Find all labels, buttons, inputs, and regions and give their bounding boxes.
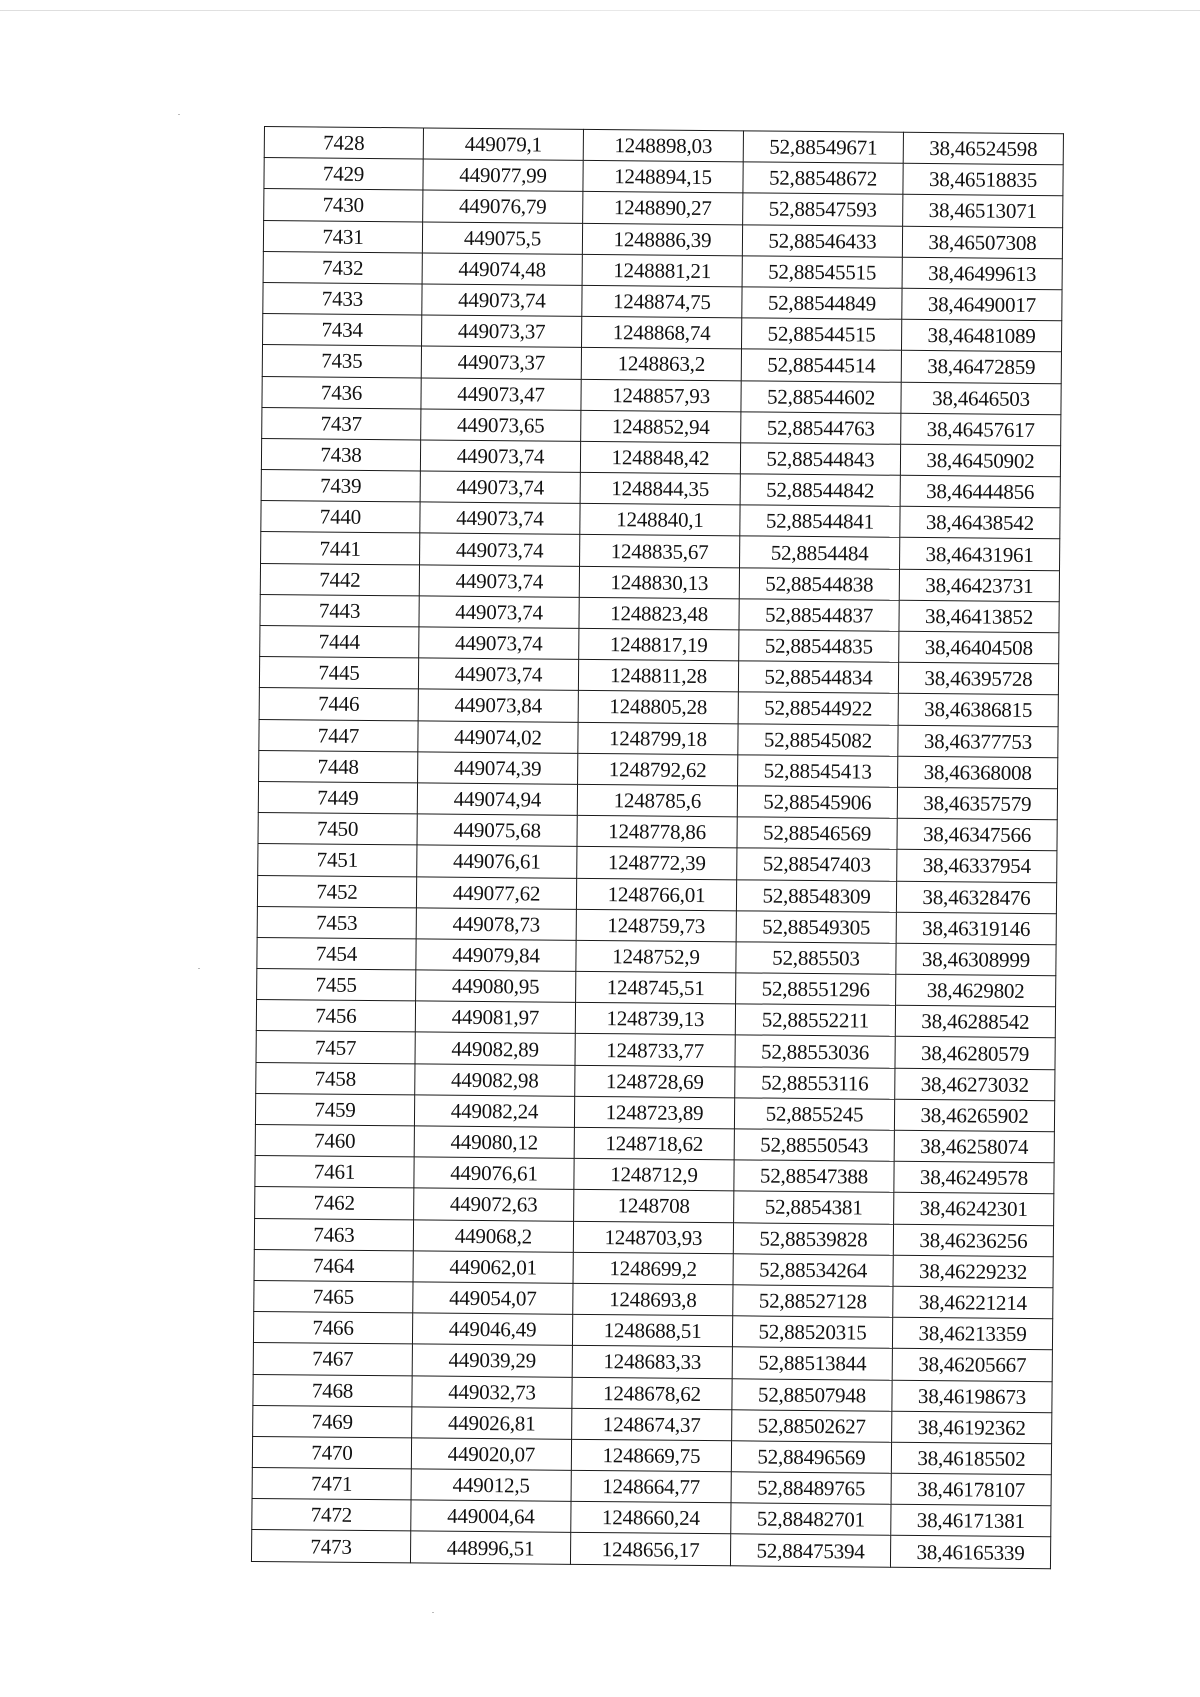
longitude-cell: 38,46198673 [892,1380,1052,1413]
x-coordinate-cell: 449079,1 [423,128,583,161]
latitude-cell: 52,8854484 [740,536,900,569]
y-coordinate-cell: 1248708 [574,1190,734,1223]
x-coordinate-cell: 449074,02 [418,720,578,753]
longitude-cell: 38,46472859 [901,351,1061,384]
point-number-cell: 7442 [260,563,419,596]
longitude-cell: 38,46242301 [894,1193,1054,1226]
x-coordinate-cell: 449076,79 [423,190,583,223]
y-coordinate-cell: 1248723,89 [574,1096,734,1129]
latitude-cell: 52,88548672 [743,162,903,195]
latitude-cell: 52,88546433 [742,224,902,257]
x-coordinate-cell: 449080,12 [414,1126,574,1159]
scan-speck [198,968,200,969]
longitude-cell: 38,46185502 [891,1442,1051,1475]
point-number-cell: 7432 [263,251,422,284]
point-number-cell: 7430 [264,189,423,222]
y-coordinate-cell: 1248868,74 [582,317,742,350]
latitude-cell: 52,88502627 [732,1409,892,1442]
latitude-cell: 52,88520315 [732,1316,892,1349]
y-coordinate-cell: 1248848,42 [580,441,740,474]
latitude-cell: 52,885503 [736,942,896,975]
y-coordinate-cell: 1248718,62 [574,1127,734,1160]
latitude-cell: 52,88544515 [741,318,901,351]
latitude-cell: 52,88547593 [743,193,903,226]
y-coordinate-cell: 1248852,94 [581,410,741,443]
x-coordinate-cell: 449075,68 [417,814,577,847]
coordinates-table [251,126,1064,1569]
y-coordinate-cell: 1248830,13 [579,566,739,599]
y-coordinate-cell: 1248693,8 [573,1283,733,1316]
point-number-cell: 7445 [259,657,418,690]
point-number-cell: 7448 [259,750,418,783]
x-coordinate-cell: 449073,37 [422,315,582,348]
y-coordinate-cell: 1248823,48 [579,597,739,630]
longitude-cell: 38,46229232 [893,1255,1053,1288]
x-coordinate-cell: 449078,73 [416,908,576,941]
longitude-cell: 38,46377753 [898,725,1058,758]
longitude-cell: 38,46265902 [894,1099,1054,1132]
y-coordinate-cell: 1248863,2 [581,348,741,381]
point-number-cell: 7472 [252,1499,411,1532]
longitude-cell: 38,4646503 [901,382,1061,415]
x-coordinate-cell: 449073,74 [419,565,579,598]
x-coordinate-cell: 449004,64 [411,1500,571,1533]
point-number-cell: 7473 [251,1530,410,1563]
y-coordinate-cell: 1248703,93 [573,1221,733,1254]
latitude-cell: 52,88548309 [736,879,896,912]
point-number-cell: 7435 [262,345,421,378]
point-number-cell: 7463 [254,1218,413,1251]
point-number-cell: 7456 [256,1000,415,1033]
point-number-cell: 7465 [254,1280,413,1313]
y-coordinate-cell: 1248752,9 [576,940,736,973]
point-number-cell: 7449 [258,781,417,814]
x-coordinate-cell: 448996,51 [410,1531,570,1564]
y-coordinate-cell: 1248874,75 [582,285,742,318]
longitude-cell: 38,46404508 [899,631,1059,664]
longitude-cell: 38,46273032 [895,1068,1055,1101]
latitude-cell: 52,88544835 [739,630,899,663]
scan-top-edge [0,10,1200,11]
longitude-cell: 38,46308999 [896,943,1056,976]
longitude-cell: 38,46413852 [899,600,1059,633]
y-coordinate-cell: 1248733,77 [575,1034,735,1067]
point-number-cell: 7428 [264,127,423,160]
x-coordinate-cell: 449075,5 [422,222,582,255]
latitude-cell: 52,88544922 [738,692,898,725]
longitude-cell: 38,46481089 [901,319,1061,352]
longitude-cell: 38,46213359 [892,1317,1052,1350]
longitude-cell: 38,46431961 [900,538,1060,571]
latitude-cell: 52,88534264 [733,1254,893,1287]
latitude-cell: 52,88507948 [732,1378,892,1411]
latitude-cell: 52,88553036 [735,1035,895,1068]
y-coordinate-cell: 1248728,69 [575,1065,735,1098]
latitude-cell: 52,88550543 [734,1129,894,1162]
y-coordinate-cell: 1248674,37 [572,1408,732,1441]
latitude-cell: 52,88547388 [734,1160,894,1193]
longitude-cell: 38,46450902 [900,444,1060,477]
latitude-cell: 52,88545082 [738,723,898,756]
x-coordinate-cell: 449076,61 [414,1157,574,1190]
point-number-cell: 7468 [253,1374,412,1407]
latitude-cell: 52,88549305 [736,911,896,944]
point-number-cell: 7453 [257,906,416,939]
latitude-cell: 52,88544838 [739,567,899,600]
latitude-cell: 52,88544841 [740,505,900,538]
x-coordinate-cell: 449080,95 [416,970,576,1003]
latitude-cell: 52,88551296 [736,973,896,1006]
point-number-cell: 7443 [260,594,419,627]
y-coordinate-cell: 1248881,21 [582,254,742,287]
point-number-cell: 7460 [255,1124,414,1157]
latitude-cell: 52,88544837 [739,599,899,632]
longitude-cell: 38,46280579 [895,1037,1055,1070]
table-row [251,1530,1050,1568]
point-number-cell: 7452 [257,875,416,908]
longitude-cell: 38,46524598 [903,132,1063,165]
y-coordinate-cell: 1248766,01 [576,878,736,911]
point-number-cell: 7444 [260,625,419,658]
longitude-cell: 38,46178107 [891,1473,1051,1506]
y-coordinate-cell: 1248844,35 [580,472,740,505]
y-coordinate-cell: 1248785,6 [577,784,737,817]
point-number-cell: 7466 [253,1312,412,1345]
y-coordinate-cell: 1248712,9 [574,1159,734,1192]
longitude-cell: 38,46490017 [902,288,1062,321]
point-number-cell: 7471 [252,1468,411,1501]
point-number-cell: 7436 [262,376,421,409]
y-coordinate-cell: 1248656,17 [570,1533,730,1566]
latitude-cell: 52,88547403 [737,848,897,881]
longitude-cell: 38,46518835 [903,163,1063,196]
latitude-cell: 52,88544849 [742,287,902,320]
point-number-cell: 7462 [255,1187,414,1220]
y-coordinate-cell: 1248799,18 [578,722,738,755]
point-number-cell: 7440 [261,501,420,534]
x-coordinate-cell: 449077,99 [423,159,583,192]
point-number-cell: 7457 [256,1031,415,1064]
y-coordinate-cell: 1248669,75 [571,1439,731,1472]
y-coordinate-cell: 1248778,86 [577,815,737,848]
longitude-cell: 38,46444856 [900,475,1060,508]
longitude-cell: 38,46347566 [897,818,1057,851]
latitude-cell: 52,88544763 [741,412,901,445]
y-coordinate-cell: 1248835,67 [580,535,740,568]
longitude-cell: 38,46368008 [898,756,1058,789]
point-number-cell: 7458 [256,1062,415,1095]
x-coordinate-cell: 449082,89 [415,1032,575,1065]
y-coordinate-cell: 1248894,15 [583,161,743,194]
x-coordinate-cell: 449073,74 [419,596,579,629]
x-coordinate-cell: 449073,74 [420,502,580,535]
longitude-cell: 38,46221214 [893,1286,1053,1319]
x-coordinate-cell: 449074,48 [422,253,582,286]
point-number-cell: 7459 [255,1093,414,1126]
longitude-cell: 38,46249578 [894,1161,1054,1194]
x-coordinate-cell: 449073,74 [420,440,580,473]
y-coordinate-cell: 1248678,62 [572,1377,732,1410]
point-number-cell: 7461 [255,1156,414,1189]
x-coordinate-cell: 449073,74 [420,471,580,504]
x-coordinate-cell: 449073,37 [421,346,581,379]
point-number-cell: 7450 [258,813,417,846]
longitude-cell: 38,46288542 [895,1006,1055,1039]
latitude-cell: 52,88552211 [735,1004,895,1037]
coordinates-sheet [251,126,1064,1569]
longitude-cell: 38,46357579 [897,787,1057,820]
point-number-cell: 7429 [264,158,423,191]
longitude-cell: 38,46457617 [901,413,1061,446]
point-number-cell: 7437 [262,407,421,440]
longitude-cell: 38,46513071 [903,195,1063,228]
x-coordinate-cell: 449054,07 [413,1282,573,1315]
latitude-cell: 52,88482701 [731,1503,891,1536]
longitude-cell: 38,46423731 [899,569,1059,602]
longitude-cell: 38,46192362 [892,1411,1052,1444]
point-number-cell: 7455 [257,969,416,1002]
point-number-cell: 7454 [257,937,416,970]
x-coordinate-cell: 449076,61 [417,845,577,878]
y-coordinate-cell: 1248817,19 [579,628,739,661]
y-coordinate-cell: 1248688,51 [572,1314,732,1347]
x-coordinate-cell: 449074,39 [418,752,578,785]
x-coordinate-cell: 449082,24 [414,1095,574,1128]
latitude-cell: 52,88475394 [730,1534,890,1567]
latitude-cell: 52,88544602 [741,380,901,413]
x-coordinate-cell: 449073,74 [419,627,579,660]
y-coordinate-cell: 1248890,27 [583,192,743,225]
y-coordinate-cell: 1248664,77 [571,1470,731,1503]
point-number-cell: 7469 [253,1405,412,1438]
y-coordinate-cell: 1248886,39 [582,223,742,256]
x-coordinate-cell: 449062,01 [413,1251,573,1284]
latitude-cell: 52,88553116 [735,1066,895,1099]
x-coordinate-cell: 449073,74 [420,533,580,566]
y-coordinate-cell: 1248840,1 [580,504,740,537]
latitude-cell: 52,88544834 [738,661,898,694]
point-number-cell: 7431 [263,220,422,253]
longitude-cell: 38,46328476 [896,881,1056,914]
x-coordinate-cell: 449068,2 [413,1219,573,1252]
latitude-cell: 52,8855245 [734,1098,894,1131]
longitude-cell: 38,46438542 [900,507,1060,540]
x-coordinate-cell: 449073,74 [422,284,582,317]
y-coordinate-cell: 1248660,24 [571,1502,731,1535]
point-number-cell: 7439 [261,470,420,503]
longitude-cell: 38,46499613 [902,257,1062,290]
latitude-cell: 52,88545413 [738,755,898,788]
scan-speck [432,1612,434,1613]
x-coordinate-cell: 449079,84 [416,939,576,972]
y-coordinate-cell: 1248699,2 [573,1252,733,1285]
y-coordinate-cell: 1248772,39 [577,847,737,880]
y-coordinate-cell: 1248739,13 [575,1003,735,1036]
latitude-cell: 52,88539828 [733,1222,893,1255]
longitude-cell: 38,46165339 [890,1536,1050,1569]
y-coordinate-cell: 1248805,28 [578,691,738,724]
y-coordinate-cell: 1248792,62 [578,753,738,786]
latitude-cell: 52,88489765 [731,1472,891,1505]
y-coordinate-cell: 1248898,03 [583,129,743,162]
x-coordinate-cell: 449073,65 [421,409,581,442]
latitude-cell: 52,88496569 [731,1441,891,1474]
longitude-cell: 38,46319146 [896,912,1056,945]
x-coordinate-cell: 449012,5 [411,1469,571,1502]
point-number-cell: 7434 [263,314,422,347]
point-number-cell: 7451 [258,844,417,877]
point-number-cell: 7464 [254,1249,413,1282]
x-coordinate-cell: 449020,07 [411,1438,571,1471]
x-coordinate-cell: 449081,97 [415,1001,575,1034]
latitude-cell: 52,88549671 [743,131,903,164]
point-number-cell: 7447 [259,719,418,752]
x-coordinate-cell: 449077,62 [416,876,576,909]
latitude-cell: 52,88545906 [737,786,897,819]
longitude-cell: 38,46258074 [894,1130,1054,1163]
y-coordinate-cell: 1248759,73 [576,909,736,942]
latitude-cell: 52,88527128 [733,1285,893,1318]
x-coordinate-cell: 449073,47 [421,377,581,410]
point-number-cell: 7438 [261,438,420,471]
longitude-cell: 38,46337954 [897,850,1057,883]
point-number-cell: 7467 [253,1343,412,1376]
y-coordinate-cell: 1248683,33 [572,1346,732,1379]
longitude-cell: 38,46236256 [893,1224,1053,1257]
longitude-cell: 38,46507308 [902,226,1062,259]
latitude-cell: 52,88544842 [740,474,900,507]
latitude-cell: 52,88545515 [742,256,902,289]
x-coordinate-cell: 449072,63 [414,1188,574,1221]
x-coordinate-cell: 449046,49 [412,1313,572,1346]
x-coordinate-cell: 449073,84 [418,689,578,722]
longitude-cell: 38,46171381 [891,1504,1051,1537]
latitude-cell: 52,88544514 [741,349,901,382]
latitude-cell: 52,88546569 [737,817,897,850]
latitude-cell: 52,88544843 [740,443,900,476]
x-coordinate-cell: 449082,98 [415,1064,575,1097]
point-number-cell: 7441 [261,532,420,565]
latitude-cell: 52,88513844 [732,1347,892,1380]
coordinates-table-body [251,127,1063,1569]
point-number-cell: 7446 [259,688,418,721]
x-coordinate-cell: 449039,29 [412,1344,572,1377]
point-number-cell: 7433 [263,282,422,315]
x-coordinate-cell: 449026,81 [412,1407,572,1440]
longitude-cell: 38,4629802 [896,974,1056,1007]
y-coordinate-cell: 1248745,51 [576,971,736,1004]
x-coordinate-cell: 449032,73 [412,1375,572,1408]
scan-speck [178,114,180,115]
longitude-cell: 38,46395728 [898,662,1058,695]
x-coordinate-cell: 449074,94 [417,783,577,816]
latitude-cell: 52,8854381 [734,1191,894,1224]
longitude-cell: 38,46205667 [892,1349,1052,1382]
point-number-cell: 7470 [252,1436,411,1469]
x-coordinate-cell: 449073,74 [418,658,578,691]
y-coordinate-cell: 1248857,93 [581,379,741,412]
longitude-cell: 38,46386815 [898,694,1058,727]
y-coordinate-cell: 1248811,28 [578,660,738,693]
